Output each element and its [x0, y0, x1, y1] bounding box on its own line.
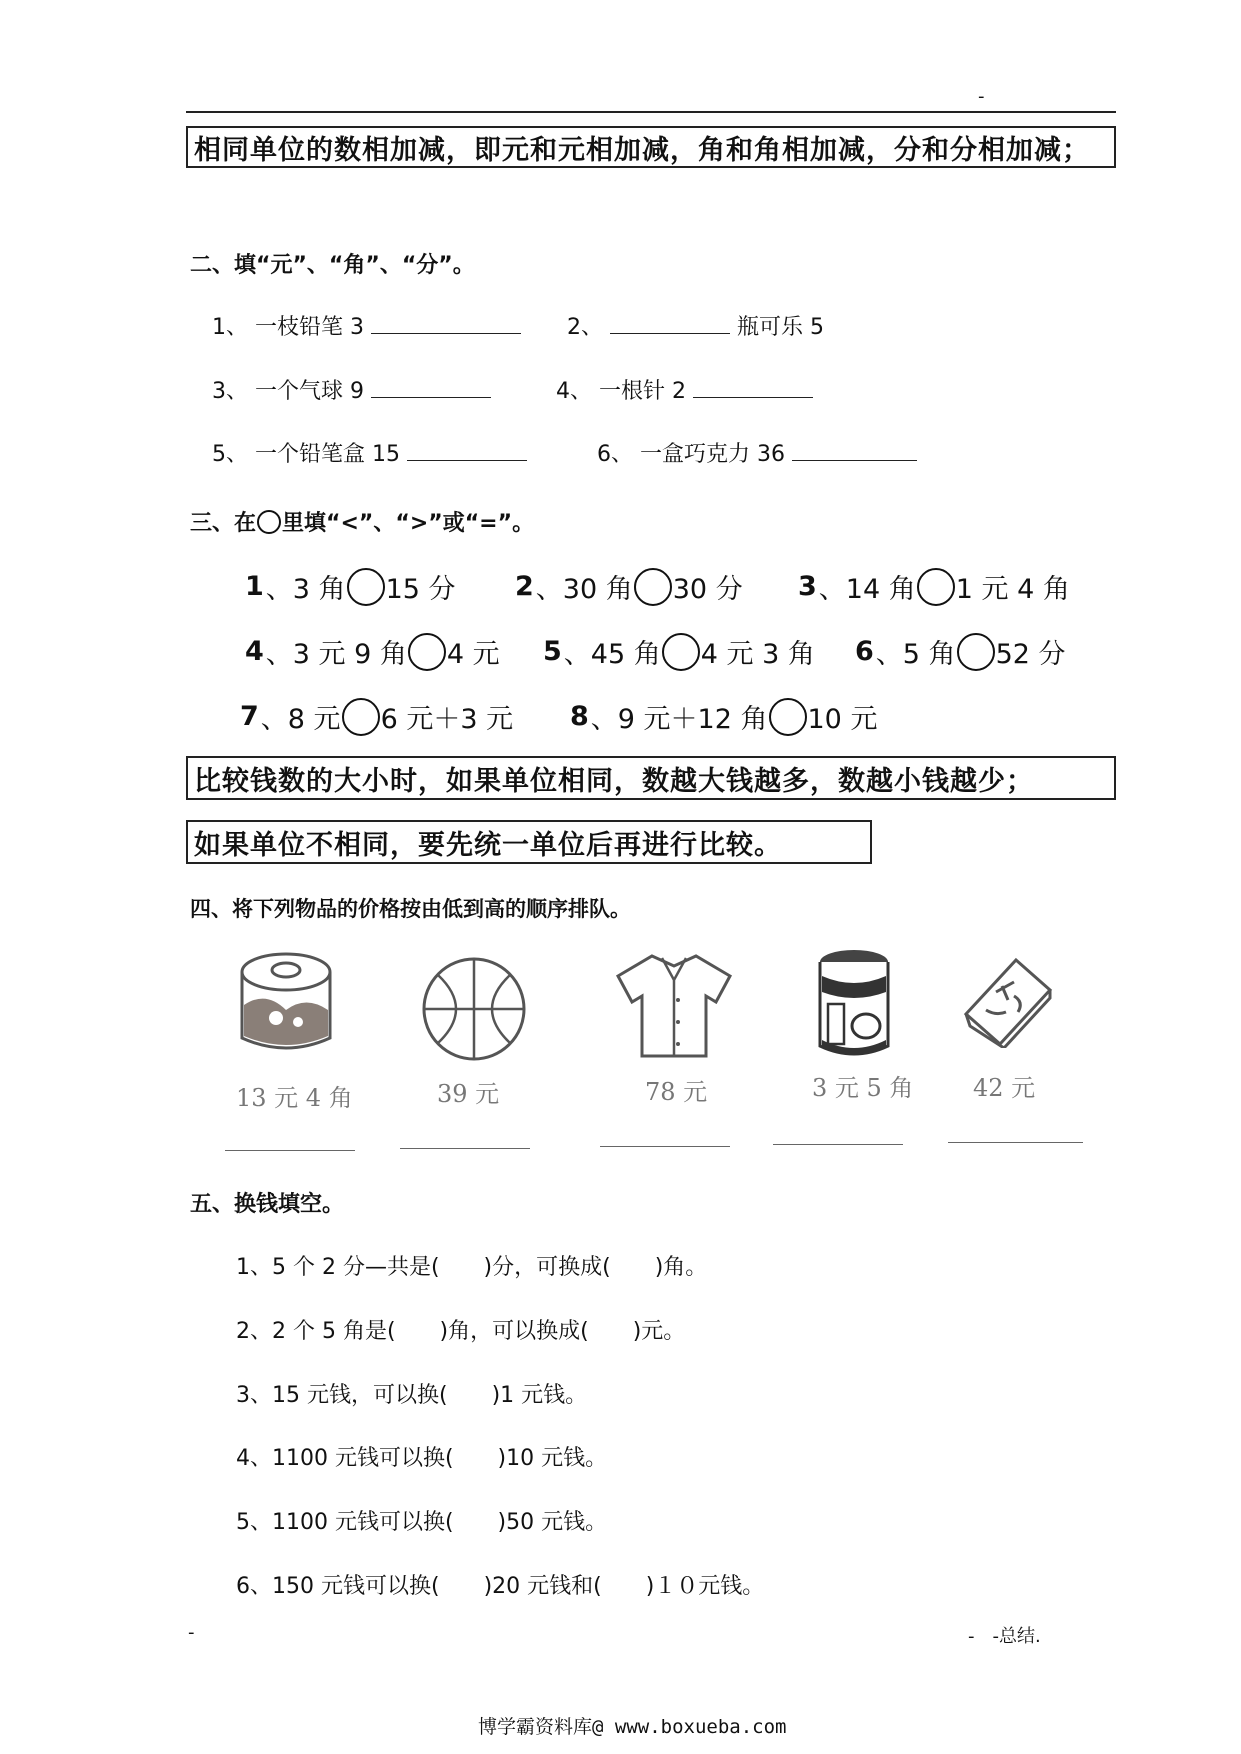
- exchange-item-6: 6、150 元钱可以换( )20 元钱和( )１０元钱。: [236, 1574, 765, 1599]
- answer-blank[interactable]: [792, 438, 917, 461]
- section2-title: 二、填“元”、“角”、“分”。: [190, 253, 475, 278]
- watermark: 博学霸资料库@ www.boxueba.com: [478, 1716, 787, 1738]
- fill-item-1: [212, 310, 521, 341]
- compare-item-8: [570, 697, 877, 736]
- item-number: 7: [240, 701, 259, 732]
- item-text: 一个铅笔盒 15: [255, 442, 400, 467]
- answer-blank[interactable]: [610, 311, 730, 334]
- compare-left: 、45 角: [563, 639, 661, 670]
- compare-item-4: [245, 632, 500, 671]
- answer-circle[interactable]: [408, 633, 446, 671]
- compare-left: 、8 元: [260, 704, 341, 735]
- exchange-item-5: 5、1100 元钱可以换( )50 元钱。: [236, 1510, 608, 1535]
- shirt-icon: [612, 950, 736, 1062]
- rule-box-compare-2: 如果单位不相同，要先统一单位后再进行比较。: [186, 820, 872, 864]
- header-mark: -: [978, 86, 985, 107]
- medicine-box-icon: [960, 952, 1056, 1048]
- item-number: 1、: [212, 315, 248, 340]
- compare-item-1: [245, 567, 456, 606]
- answer-blank[interactable]: [693, 375, 813, 398]
- item-text: 瓶可乐 5: [737, 315, 824, 340]
- footer-left: -: [188, 1622, 195, 1643]
- answer-blank[interactable]: [371, 375, 491, 398]
- congee-can-icon: [814, 946, 894, 1064]
- order-answer-line-1[interactable]: [225, 1150, 355, 1151]
- compare-right: 1 元 4 角: [955, 574, 1070, 605]
- section3-title: [190, 506, 534, 537]
- compare-left: 、3 角: [265, 574, 346, 605]
- answer-blank[interactable]: [407, 438, 527, 461]
- answer-blank[interactable]: [371, 311, 521, 334]
- item-number: 3: [798, 571, 817, 602]
- item-number: 8: [570, 701, 589, 732]
- compare-item-5: [543, 632, 815, 671]
- item-number: 2、: [567, 315, 603, 340]
- compare-right: 15 分: [385, 574, 456, 605]
- answer-circle[interactable]: [957, 633, 995, 671]
- compare-right: 4 元 3 角: [700, 639, 815, 670]
- order-answer-line-2[interactable]: [400, 1148, 530, 1149]
- circle-icon: [257, 510, 281, 534]
- compare-left: 、9 元＋12 角: [590, 704, 768, 735]
- answer-circle[interactable]: [662, 633, 700, 671]
- footer-right: - -总结.: [968, 1626, 1041, 1647]
- exchange-item-1: 1、5 个 2 分—共是( )分，可换成( )角。: [236, 1255, 708, 1280]
- price-label-4: 3 元 5 角: [812, 1074, 914, 1102]
- header-rule: [186, 111, 1116, 113]
- order-answer-line-3[interactable]: [600, 1146, 730, 1147]
- exchange-item-2: 2、2 个 5 角是( )角，可以换成( )元。: [236, 1319, 686, 1344]
- fill-item-3: [212, 374, 491, 405]
- fill-item-6: [597, 437, 917, 468]
- fill-item-4: [556, 374, 813, 405]
- exchange-item-4: 4、1100 元钱可以换( )10 元钱。: [236, 1446, 608, 1471]
- compare-item-7: [240, 697, 513, 736]
- item-number: 5、: [212, 442, 248, 467]
- basketball-icon: [420, 955, 528, 1063]
- section5-title: 五、换钱填空。: [190, 1192, 345, 1217]
- price-label-2: 39 元: [437, 1080, 500, 1108]
- price-label-3: 78 元: [645, 1078, 708, 1106]
- compare-left: 、5 角: [875, 639, 956, 670]
- exchange-item-3: 3、15 元钱，可以换( )1 元钱。: [236, 1383, 588, 1408]
- answer-circle[interactable]: [347, 568, 385, 606]
- compare-right: 6 元＋3 元: [380, 704, 514, 735]
- item-number: 3、: [212, 379, 248, 404]
- order-answer-line-5[interactable]: [948, 1142, 1083, 1143]
- canned-food-icon: [236, 950, 336, 1060]
- answer-circle[interactable]: [342, 698, 380, 736]
- section3-title-b: 里填“<”、“>”或“=”。: [282, 511, 535, 536]
- price-label-1: 13 元 4 角: [236, 1084, 353, 1112]
- answer-circle[interactable]: [634, 568, 672, 606]
- compare-left: 、14 角: [818, 574, 916, 605]
- compare-item-6: [855, 632, 1066, 671]
- compare-right: 52 分: [995, 639, 1066, 670]
- item-number: 1: [245, 571, 264, 602]
- answer-circle[interactable]: [917, 568, 955, 606]
- answer-circle[interactable]: [769, 698, 807, 736]
- item-number: 6、: [597, 442, 633, 467]
- item-text: 一个气球 9: [255, 379, 364, 404]
- compare-left: 、30 角: [535, 574, 633, 605]
- rule-box-compare-1: 比较钱数的大小时，如果单位相同，数越大钱越多，数越小钱越少；: [186, 756, 1116, 800]
- item-text: 一盒巧克力 36: [640, 442, 785, 467]
- rule-box-same-unit: 相同单位的数相加减，即元和元相加减，角和角相加减，分和分相加减；: [186, 126, 1116, 168]
- section3-title-a: 三、在: [190, 511, 257, 536]
- item-number: 4: [245, 636, 264, 667]
- price-label-5: 42 元: [973, 1074, 1036, 1102]
- order-answer-line-4[interactable]: [773, 1144, 903, 1145]
- compare-right: 4 元: [446, 639, 500, 670]
- item-number: 6: [855, 636, 874, 667]
- item-number: 4、: [556, 379, 592, 404]
- compare-right: 30 分: [672, 574, 743, 605]
- item-number: 2: [515, 571, 534, 602]
- item-text: 一根针 2: [599, 379, 686, 404]
- item-text: 一枝铅笔 3: [255, 315, 364, 340]
- compare-left: 、3 元 9 角: [265, 639, 407, 670]
- compare-item-2: [515, 567, 743, 606]
- fill-item-2: [567, 310, 824, 341]
- compare-item-3: [798, 567, 1070, 606]
- item-number: 5: [543, 636, 562, 667]
- compare-right: 10 元: [807, 704, 878, 735]
- fill-item-5: [212, 437, 527, 468]
- section4-title: 四、将下列物品的价格按由低到高的顺序排队。: [190, 897, 631, 921]
